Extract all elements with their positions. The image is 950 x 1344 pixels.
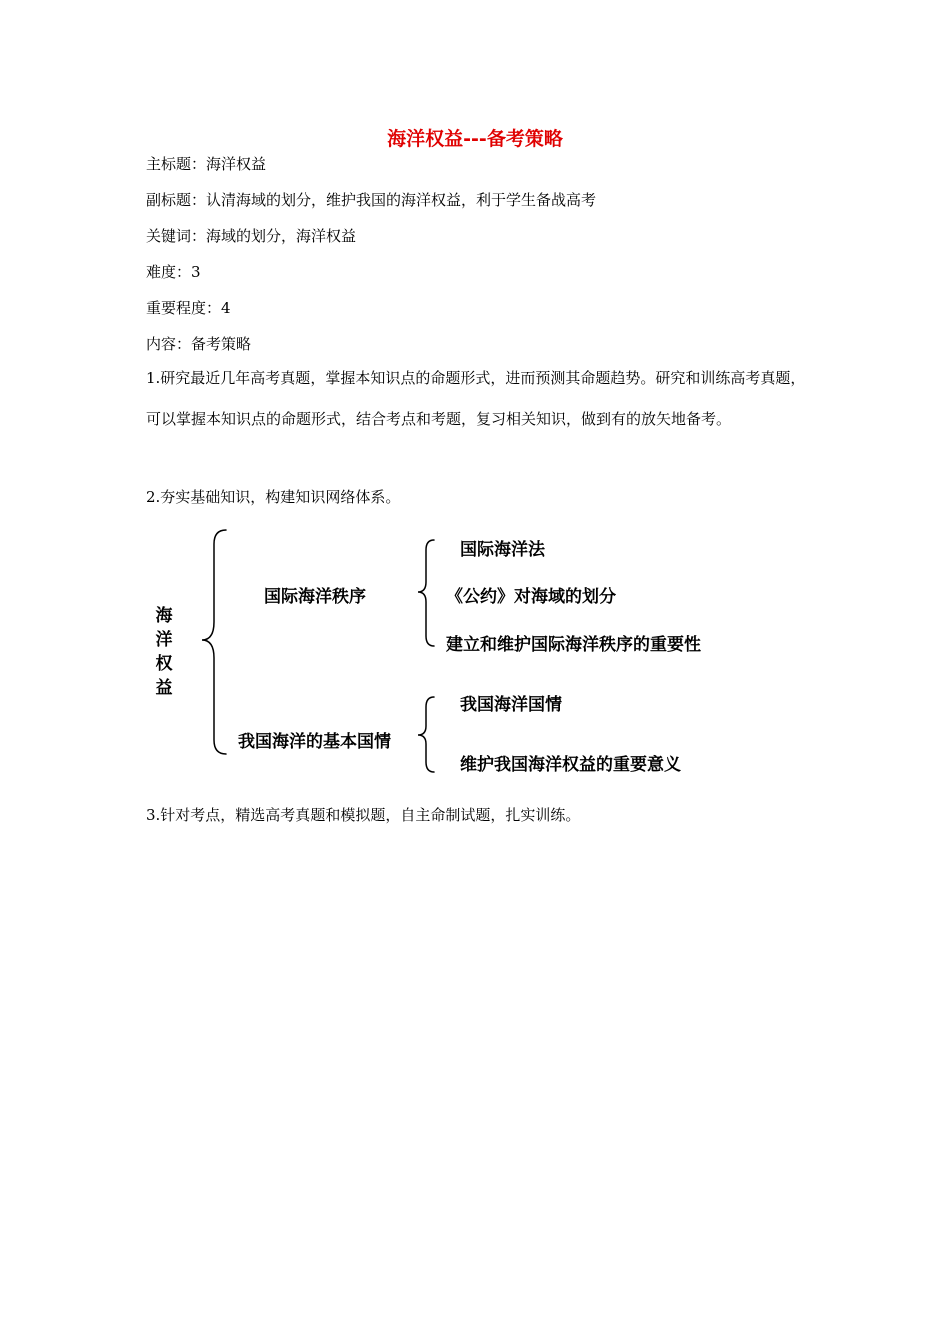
meta-label: 副标题： <box>146 191 207 209</box>
root-char: 益 <box>155 678 173 698</box>
document-title: 海洋权益---备考策略 <box>387 128 563 150</box>
meta-value: 3 <box>191 263 201 281</box>
meta-value: 海洋权益 <box>206 155 267 173</box>
root-node <box>154 604 174 700</box>
paragraph-3: 3.针对考点，精选高考真题和模拟题，自主命制试题，扎实训练。 <box>146 806 581 824</box>
branch1-brace <box>418 540 434 646</box>
branch2-brace <box>418 697 434 772</box>
paragraph-2: 2.夯实基础知识，构建知识网络体系。 <box>146 488 401 506</box>
paragraph-1: 1.研究最近几年高考真题，掌握本知识点的命题形式，进而预测其命题趋势。研究和训练高考真题，可以掌握本知识点的命题形式，结合考点和考题，复习相关知识，做到有的放矢地备考。 <box>146 369 806 428</box>
root-char: 海 <box>155 606 173 626</box>
leaf-node: 维护我国海洋权益的重要意义 <box>460 755 681 775</box>
leaf-node: 《公约》对海域的划分 <box>446 587 616 607</box>
branch-node-china-ocean: 我国海洋的基本国情 <box>238 732 391 752</box>
root-brace <box>202 530 226 754</box>
leaf-node: 建立和维护国际海洋秩序的重要性 <box>446 635 701 655</box>
meta-label: 重要程度： <box>146 299 222 317</box>
meta-label: 难度： <box>146 263 192 281</box>
leaf-node: 国际海洋法 <box>460 540 545 560</box>
meta-value: 海域的划分，海洋权益 <box>206 227 357 245</box>
meta-value: 4 <box>221 299 231 317</box>
root-char: 权 <box>155 654 173 674</box>
branch-node-international-order: 国际海洋秩序 <box>264 587 366 607</box>
leaf-node: 我国海洋国情 <box>460 695 562 715</box>
meta-label: 内容： <box>146 335 192 353</box>
meta-label: 主标题： <box>146 155 207 173</box>
meta-label: 关键词： <box>146 227 207 245</box>
meta-value: 认清海域的划分，维护我国的海洋权益，利于学生备战高考 <box>206 191 597 209</box>
meta-value: 备考策略 <box>191 335 252 353</box>
root-char: 洋 <box>155 630 173 650</box>
